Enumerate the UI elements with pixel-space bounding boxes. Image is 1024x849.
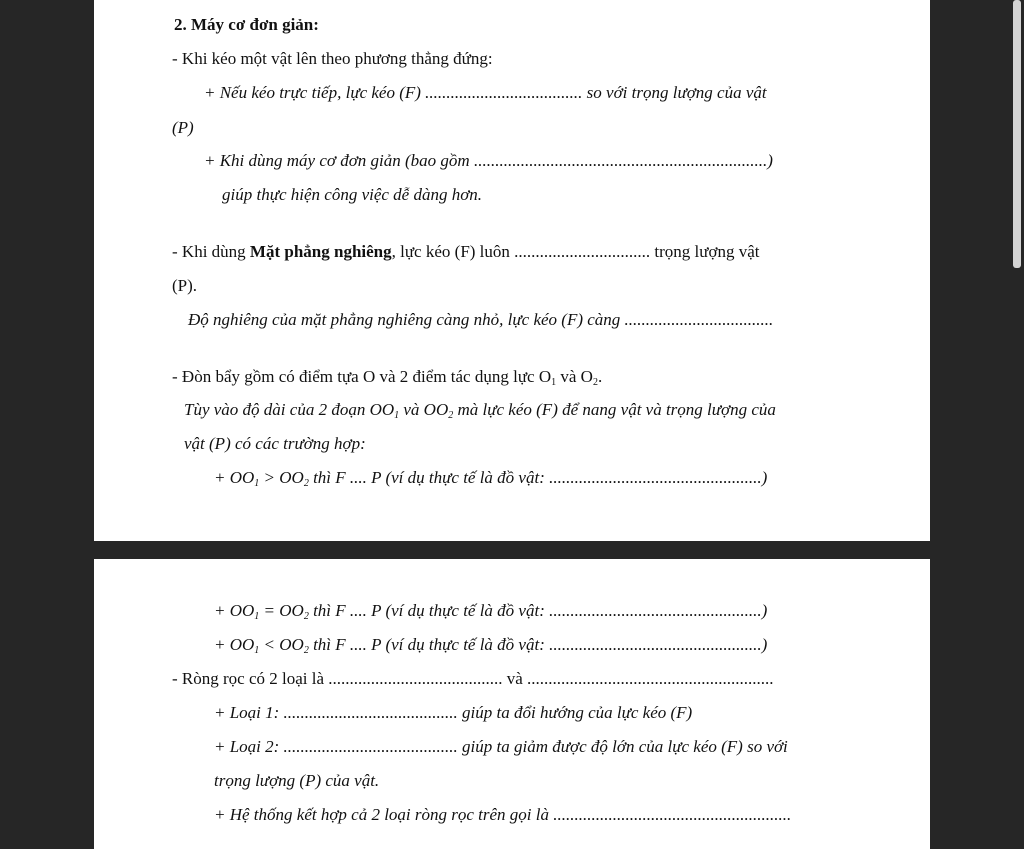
fill-in-line: Độ nghiêng của mặt phẳng nghiêng càng nhỏ, lực kéo (F) càng ................................... <box>188 310 774 329</box>
text-line: vật (P) có các trường hợp: <box>184 434 366 453</box>
fill-in-line: + $OO_1 = OO_2$ thì F .... P (ví dụ thực tế là đồ vật: ..................................................) <box>214 601 768 622</box>
vertical-scrollbar[interactable] <box>1010 0 1024 843</box>
document-page-2 <box>94 559 930 849</box>
fill-in-line: + Khi dùng máy cơ đơn giản (bao gồm .....................................................................) <box>204 151 773 170</box>
text-line: (P). <box>172 276 198 295</box>
fill-in-line: + $OO_1 < OO_2$ thì F .... P (ví dụ thực tế là đồ vật: ..................................................) <box>214 635 768 656</box>
text-line: giúp thực hiện công việc dễ dàng hơn. <box>222 185 483 204</box>
fill-in-line: + Hệ thống kết hợp cả 2 loại ròng rọc trên gọi là ........................................................ <box>214 805 792 824</box>
document-page-1 <box>94 0 930 541</box>
fill-in-line: - Khi dùng Mặt phẳng nghiêng, lực kéo (F) luôn ................................ trọng lượng vật <box>172 242 760 261</box>
fill-in-line: + $OO_1 > OO_2$ thì F .... P (ví dụ thực tế là đồ vật: ..................................................) <box>214 468 768 489</box>
section-heading: 2. Máy cơ đơn giản: <box>174 15 319 34</box>
scroll-thumb[interactable] <box>1013 0 1021 268</box>
fill-in-line: - Ròng rọc có 2 loại là ......................................... và .......................................................... <box>172 669 774 688</box>
text-line: - Đòn bẩy gồm có điểm tựa O và 2 điểm tác dụng lực $O_1$ và $O_2$. <box>172 367 603 388</box>
fill-in-line: + Loại 2: ......................................... giúp ta giảm được độ lớn của lực kéo (F) so với <box>214 737 788 756</box>
text-line: Tùy vào độ dài của 2 đoạn $OO_1$ và $OO_2$ mà lực kéo (F) để nang vật và trọng lượng của <box>184 400 776 421</box>
fill-in-line: + Loại 1: ......................................... giúp ta đổi hướng của lực kéo (F) <box>214 703 693 722</box>
fill-in-line: + Nếu kéo trực tiếp, lực kéo (F) ..................................... so với trọng lượng của vật <box>204 83 767 102</box>
text-line: trọng lượng (P) của vật. <box>214 771 380 790</box>
text-line: (P) <box>172 118 194 137</box>
text-line: - Khi kéo một vật lên theo phương thẳng đứng: <box>172 49 493 68</box>
